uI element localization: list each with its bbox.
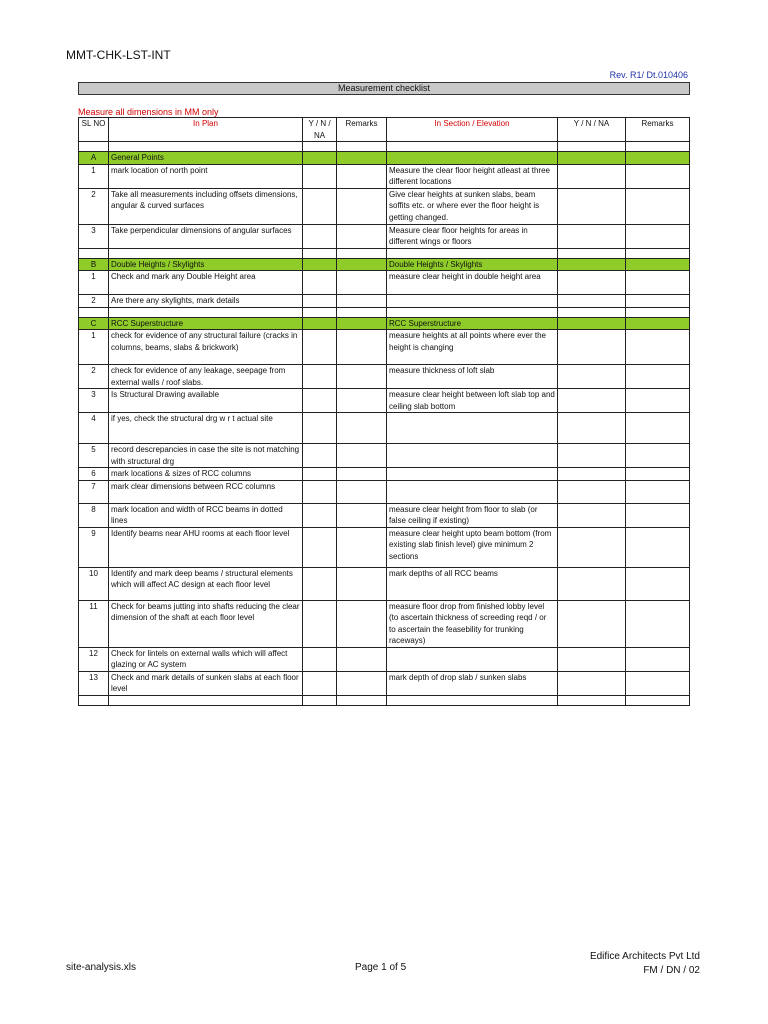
section-item: measure floor drop from finished lobby level (to ascertain thickness of screeding reqd / or to ascertain the feasebility for trunking raceways) [387,600,558,647]
yn-cell [303,527,337,567]
row-number: 11 [79,600,109,647]
yn-cell [303,444,337,468]
empty-cell [303,307,337,317]
footer-page-number: Page 1 of 5 [355,962,407,973]
remarks-cell [337,258,387,271]
col-remarks-section: Remarks [626,118,690,142]
yn-cell [303,647,337,671]
checklist-row [79,647,690,671]
row-number: 8 [79,503,109,527]
empty-cell [303,695,337,705]
section-title-section: RCC Superstructure [387,317,558,330]
row-number: 10 [79,567,109,600]
remarks-cell [626,164,690,188]
checklist-title: Measurement checklist [78,82,690,95]
spacer-row [79,695,690,705]
yn-cell [558,468,626,481]
yn-cell [303,317,337,330]
yn-cell [558,671,626,695]
section-item: measure thickness of loft slab [387,365,558,389]
yn-cell [558,365,626,389]
section-title-plan: General Points [109,152,303,165]
footer-company: Edifice Architects Pvt Ltd [589,951,700,962]
header-row [79,118,690,142]
yn-cell [303,224,337,248]
empty-cell [109,248,303,258]
remarks-cell [626,317,690,330]
plan-item: Is Structural Drawing available [109,389,303,413]
empty-cell [337,248,387,258]
section-item [387,413,558,444]
yn-cell [558,444,626,468]
col-in-plan: In Plan [109,118,303,142]
yn-cell [303,330,337,365]
remarks-cell [337,330,387,365]
section-item [387,468,558,481]
empty-cell [303,248,337,258]
yn-cell [303,152,337,165]
yn-cell [303,567,337,600]
plan-item: mark location of north point [109,164,303,188]
checklist-row [79,480,690,503]
remarks-cell [337,600,387,647]
remarks-cell [337,188,387,224]
remarks-cell [337,413,387,444]
remarks-cell [337,295,387,308]
footer-filename: site-analysis.xls [66,962,137,973]
empty-cell [558,307,626,317]
checklist-row [79,567,690,600]
empty-cell [626,307,690,317]
row-number: 12 [79,647,109,671]
plan-item: Check and mark details of sunken slabs at each floor level [109,671,303,695]
yn-cell [558,224,626,248]
yn-cell [558,295,626,308]
empty-cell [109,695,303,705]
remarks-cell [337,365,387,389]
remarks-cell [337,317,387,330]
section-row [79,152,690,165]
remarks-cell [626,152,690,165]
row-number: 2 [79,188,109,224]
remarks-cell [626,468,690,481]
row-number: 4 [79,413,109,444]
checklist-row [79,389,690,413]
remarks-cell [337,389,387,413]
empty-cell [558,695,626,705]
remarks-cell [626,271,690,295]
empty-cell [558,248,626,258]
row-number: 3 [79,389,109,413]
remarks-cell [626,503,690,527]
section-letter: A [79,152,109,165]
yn-cell [558,164,626,188]
plan-item: Take perpendicular dimensions of angular surfaces [109,224,303,248]
plan-item: Identify and mark deep beams / structural elements which will affect AC design at each floor level [109,567,303,600]
empty-cell [558,142,626,152]
empty-cell [337,695,387,705]
plan-item: Take all measurements including offsets dimensions, angular & curved surfaces [109,188,303,224]
plan-item: Check for lintels on external walls which will affect glazing or AC system [109,647,303,671]
checklist-row [79,600,690,647]
section-letter: C [79,317,109,330]
empty-cell [79,307,109,317]
section-item: Measure the clear floor height atleast at three different locations [387,164,558,188]
checklist-row [79,671,690,695]
plan-item: if yes, check the structural drg w r t actual site [109,413,303,444]
checklist-row [79,164,690,188]
spacer-row [79,142,690,152]
row-number: 7 [79,480,109,503]
remarks-cell [626,647,690,671]
section-item [387,480,558,503]
yn-cell [303,188,337,224]
section-title-plan: Double Heights / Skylights [109,258,303,271]
checklist-row [79,330,690,365]
row-number: 2 [79,295,109,308]
yn-cell [558,317,626,330]
remarks-cell [337,152,387,165]
yn-cell [303,600,337,647]
remarks-cell [337,271,387,295]
empty-cell [387,307,558,317]
remarks-cell [626,365,690,389]
remarks-cell [337,164,387,188]
col-remarks-plan: Remarks [337,118,387,142]
remarks-cell [626,527,690,567]
empty-cell [79,142,109,152]
footer-company-block [590,950,700,978]
checklist-row [79,365,690,389]
section-item: measure clear height between loft slab top and ceiling slab bottom [387,389,558,413]
remarks-cell [626,330,690,365]
empty-cell [626,695,690,705]
yn-cell [303,413,337,444]
section-item: measure clear height from floor to slab (or false ceiling if existing) [387,503,558,527]
plan-item: mark clear dimensions between RCC columns [109,480,303,503]
yn-cell [303,164,337,188]
spacer-row [79,248,690,258]
section-row [79,258,690,271]
col-yn-plan: Y / N / NA [303,118,337,142]
remarks-cell [626,600,690,647]
remarks-cell [626,258,690,271]
yn-cell [303,365,337,389]
yn-cell [558,413,626,444]
remarks-cell [626,567,690,600]
empty-cell [387,142,558,152]
checklist-row [79,271,690,295]
section-item: measure clear height in double height area [387,271,558,295]
remarks-cell [626,224,690,248]
plan-item: Check for beams jutting into shafts reducing the clear dimension of the shaft at each floor level [109,600,303,647]
remarks-cell [626,480,690,503]
checklist-row [79,444,690,468]
remarks-cell [337,503,387,527]
remarks-cell [337,567,387,600]
yn-cell [558,389,626,413]
section-item [387,444,558,468]
row-number: 5 [79,444,109,468]
measurement-note: Measure all dimensions in MM only [78,107,219,117]
plan-item: mark location and width of RCC beams in dotted lines [109,503,303,527]
checklist-row [79,468,690,481]
col-yn-section: Y / N / NA [558,118,626,142]
yn-cell [558,600,626,647]
yn-cell [558,258,626,271]
yn-cell [303,295,337,308]
section-row [79,317,690,330]
remarks-cell [626,188,690,224]
plan-item: Identify beams near AHU rooms at each floor level [109,527,303,567]
checklist-row [79,295,690,308]
revision-label: Rev. R1/ Dt.010406 [609,70,688,80]
footer-form-code: FM / DN / 02 [643,965,700,976]
spacer-row [79,307,690,317]
yn-cell [303,503,337,527]
plan-item: record descrepancies in case the site is not matching with structural drg [109,444,303,468]
yn-cell [558,647,626,671]
empty-cell [79,695,109,705]
section-item: Give clear heights at sunken slabs, beam soffits etc. or where ever the floor height is getting changed. [387,188,558,224]
remarks-cell [337,468,387,481]
yn-cell [558,271,626,295]
section-letter: B [79,258,109,271]
row-number: 1 [79,164,109,188]
section-item: Measure clear floor heights for areas in different wings or floors [387,224,558,248]
yn-cell [303,468,337,481]
remarks-cell [337,444,387,468]
row-number: 9 [79,527,109,567]
col-in-section: In Section / Elevation [387,118,558,142]
checklist-row [79,413,690,444]
plan-item: Are there any skylights, mark details [109,295,303,308]
yn-cell [558,503,626,527]
section-title-section [387,152,558,165]
checklist-row [79,527,690,567]
yn-cell [303,271,337,295]
yn-cell [558,527,626,567]
empty-cell [109,307,303,317]
checklist-row [79,188,690,224]
remarks-cell [626,444,690,468]
section-title-plan: RCC Superstructure [109,317,303,330]
empty-cell [337,142,387,152]
remarks-cell [626,413,690,444]
section-item: measure clear height upto beam bottom (from existing slab finish level) give minimum 2 sections [387,527,558,567]
yn-cell [558,330,626,365]
empty-cell [626,248,690,258]
plan-item: check for evidence of any structural failure (cracks in columns, beams, slabs & brickwork) [109,330,303,365]
yn-cell [558,567,626,600]
checklist-row [79,503,690,527]
col-sl-no: SL NO [79,118,109,142]
empty-cell [109,142,303,152]
checklist-table [78,117,690,706]
plan-item: Check and mark any Double Height area [109,271,303,295]
remarks-cell [337,480,387,503]
remarks-cell [626,389,690,413]
yn-cell [303,671,337,695]
row-number: 13 [79,671,109,695]
section-item: mark depth of drop slab / sunken slabs [387,671,558,695]
section-title-section: Double Heights / Skylights [387,258,558,271]
empty-cell [387,695,558,705]
row-number: 1 [79,330,109,365]
yn-cell [558,480,626,503]
remarks-cell [626,295,690,308]
remarks-cell [337,671,387,695]
row-number: 3 [79,224,109,248]
remarks-cell [337,647,387,671]
row-number: 6 [79,468,109,481]
section-item: mark depths of all RCC beams [387,567,558,600]
plan-item: check for evidence of any leakage, seepage from external walls / roof slabs. [109,365,303,389]
remarks-cell [626,671,690,695]
empty-cell [626,142,690,152]
yn-cell [303,258,337,271]
section-item: measure heights at all points where ever the height is changing [387,330,558,365]
document-code: MMT-CHK-LST-INT [66,48,171,62]
checklist-row [79,224,690,248]
empty-cell [387,248,558,258]
yn-cell [558,188,626,224]
section-item [387,295,558,308]
empty-cell [79,248,109,258]
section-item [387,647,558,671]
remarks-cell [337,224,387,248]
row-number: 1 [79,271,109,295]
yn-cell [558,152,626,165]
plan-item: mark locations & sizes of RCC columns [109,468,303,481]
empty-cell [337,307,387,317]
remarks-cell [337,527,387,567]
row-number: 2 [79,365,109,389]
yn-cell [303,389,337,413]
empty-cell [303,142,337,152]
yn-cell [303,480,337,503]
